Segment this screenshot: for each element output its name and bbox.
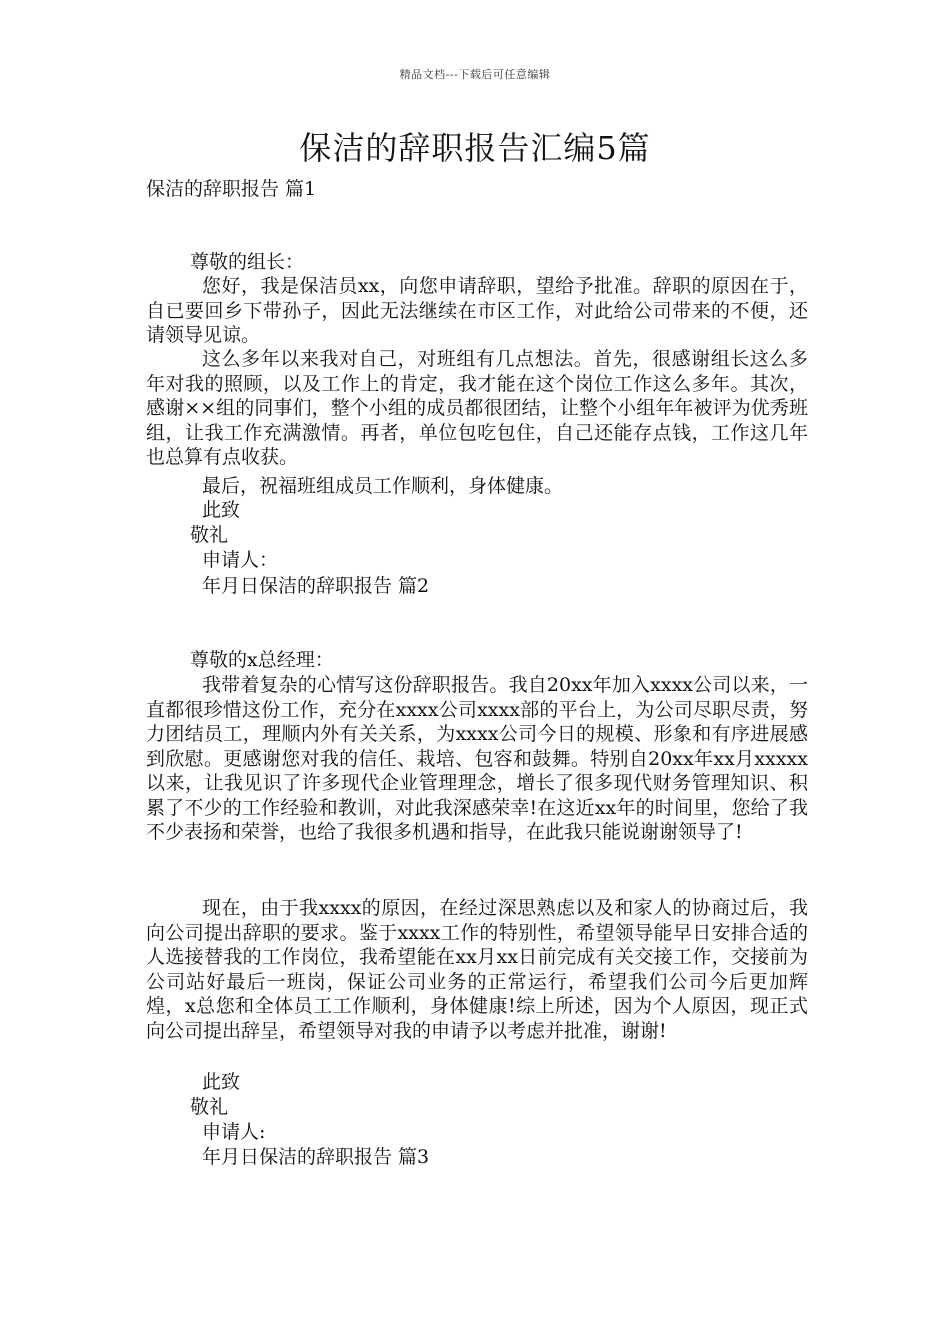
body-paragraph-1-2: 这么多年以来我对自己，对班组有几点想法。首先，很感谢组长这么多年对我的照顾，以及工作上的肯定，我才能在这个岗位工作这么多年。其次，感谢××组的同事们，整个小组的成员都很团结，让整个小组年年被评为优秀班组，让我工作充满激情。再者，单位包吃包住，自己还能存点钱，工作这几年也总算有点收获。	[146, 348, 808, 468]
ci-zhi-1: 此致	[202, 499, 241, 521]
date-and-heading-2: 年月日保洁的辞职报告 篇2	[202, 575, 430, 597]
salutation-2: 尊敬的x总经理：	[190, 649, 334, 671]
applicant-2: 申请人:	[202, 1121, 266, 1143]
ci-zhi-2: 此致	[202, 1071, 241, 1093]
closing-wish-1: 最后，祝福班组成员工作顺利，身体健康。	[202, 475, 564, 497]
jing-li-1: 敬礼	[190, 524, 229, 546]
body-paragraph-2-1: 我带着复杂的心情写这份辞职报告。我自20xx年加入xxxx公司以来，一直都很珍惜这份工作，充分在xxxx公司xxxx部的平台上，为公司尽职尽责，努力团结员工，理顺内外有关关系，为xxxx公司今日的规模、形象和有序进展感到欣慰。更感谢您对我的信任、栽培、包容和鼓舞。特别自20xx年xx月xxxxx以来，让我见识了许多现代企业管理理念，增长了很多现代财务管理知识、积累了不少的工作经验和教训，对此我深感荣幸!在这近xx年的时间里，您给了我不少表扬和荣誉，也给了我很多机遇和指导，在此我只能说谢谢领导了!	[146, 674, 808, 843]
salutation-1: 尊敬的组长：	[190, 251, 305, 273]
applicant-1: 申请人：	[202, 549, 279, 571]
jing-li-2: 敬礼	[190, 1096, 229, 1118]
body-paragraph-2-2: 现在，由于我xxxx的原因，在经过深思熟虑以及和家人的协商过后，我向公司提出辞职的要求。鉴于xxxx工作的特别性，希望领导能早日安排合适的人选接替我的工作岗位，我希望能在xx月xx日前完成有关交接工作，交接前为公司站好最后一班岗，保证公司业务的正常运行，希望我们公司今后更加辉煌，x总您和全体员工工作顺利，身体健康!综上所述，因为个人原因，现正式向公司提出辞呈，希望领导对我的申请予以考虑并批准，谢谢!	[146, 897, 808, 1042]
date-and-heading-3: 年月日保洁的辞职报告 篇3	[202, 1146, 430, 1168]
document-title: 保洁的辞职报告汇编5篇	[299, 129, 651, 167]
body-paragraph-1-1: 您好，我是保洁员xx，向您申请辞职，望给予批准。辞职的原因在于，自已要回乡下带孙子，因此无法继续在市区工作，对此给公司带来的不便，还请领导见谅。	[146, 275, 808, 346]
header-note: 精品文档---下载后可任意编辑	[399, 68, 551, 81]
section-heading-1: 保洁的辞职报告 篇1	[146, 178, 317, 200]
